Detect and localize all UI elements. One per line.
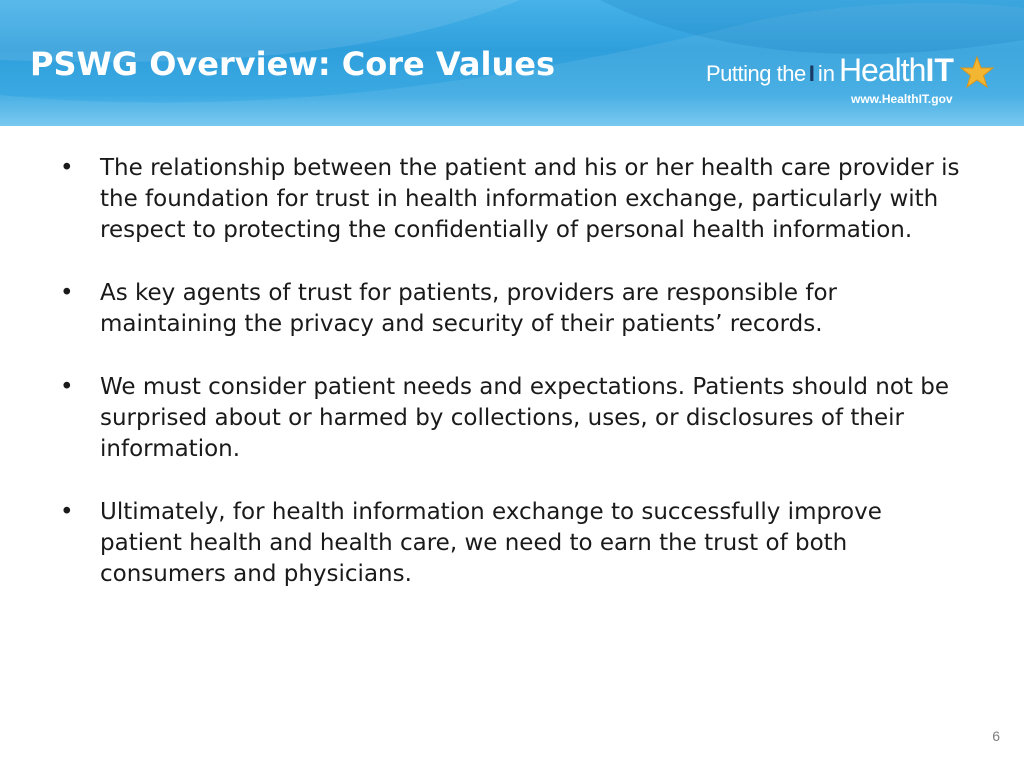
list-item: [60, 153, 970, 246]
logo-health-text: Health: [838, 52, 926, 88]
bullet-marker: •: [60, 499, 74, 525]
bullet-text: As key agents of trust for patients, providers are responsible for maintaining the privacy and security of their patients’ records.: [100, 280, 837, 337]
list-item: [60, 278, 970, 340]
logo-in-text: in: [817, 61, 835, 86]
list-item: [60, 497, 970, 590]
header-banner: [0, 0, 1024, 126]
bullet-marker: •: [60, 155, 74, 181]
healthit-logo: [706, 52, 1006, 112]
list-item: [60, 372, 970, 465]
logo-url-text: www.HealthIT.gov: [851, 92, 953, 106]
slide-title: PSWG Overview: Core Values: [30, 45, 555, 83]
bullet-list: [60, 153, 970, 622]
logo-wordmark: [706, 52, 954, 89]
bullet-marker: •: [60, 374, 74, 400]
bullet-text: The relationship between the patient and his or her health care provider is the foundation for trust in health information exchange, particularly with respect to protecting the confidentially of personal health information.: [100, 155, 960, 243]
logo-putting-text: Putting the: [706, 61, 806, 86]
bullet-text: Ultimately, for health information exchange to successfully improve patient health and health care, we need to earn the trust of both consumers and physicians.: [100, 499, 882, 587]
bullet-text: We must consider patient needs and expectations. Patients should not be surprised about or harmed by collections, uses, or disclosures of their information.: [100, 374, 949, 462]
logo-i-text: I: [808, 61, 815, 86]
star-icon: [960, 56, 994, 90]
page-number: 6: [992, 728, 1000, 744]
bullet-marker: •: [60, 280, 74, 306]
logo-it-text: IT: [925, 52, 954, 88]
